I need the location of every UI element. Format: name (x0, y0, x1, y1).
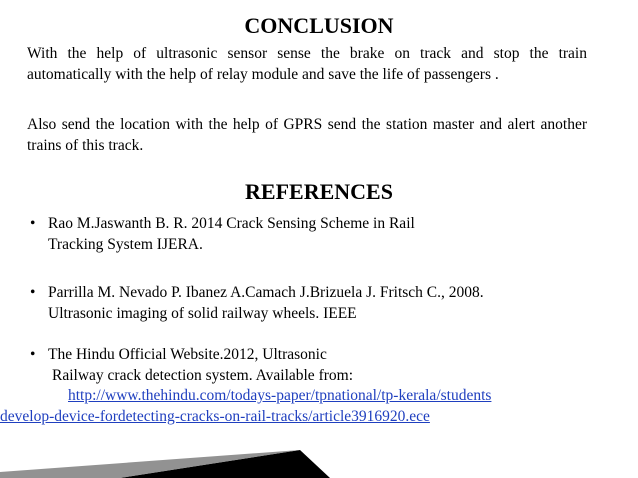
reference-3-link-part-2[interactable]: develop-device-fordetecting-cracks-on-rail-tracks/article3916920.ece (0, 407, 430, 425)
reference-1-line-2: Tracking System IJERA. (48, 235, 203, 253)
bullet: • (30, 284, 36, 301)
conclusion-paragraph-1: With the help of ultrasonic sensor sense the brake on track and stop the train automatically with the help of relay module and save the life of passengers . (27, 45, 587, 83)
reference-item-3 (0, 345, 610, 427)
bullet: • (30, 346, 36, 363)
references-title: REFERENCES (245, 179, 393, 204)
reference-item-2 (30, 283, 610, 324)
reference-2-line-2: Ultrasonic imaging of solid railway wheels. IEEE (48, 304, 357, 322)
reference-item-1 (30, 214, 610, 255)
reference-3-line-1: The Hindu Official Website.2012, Ultrasonic (48, 346, 327, 363)
reference-3-link-part-1[interactable]: http://www.thehindu.com/todays-paper/tpnational/tp-kerala/students (68, 387, 492, 404)
conclusion-paragraph-2: Also send the location with the help of GPRS send the station master and alert another trains of this track. (27, 116, 587, 154)
conclusion-title: CONCLUSION (244, 13, 394, 38)
bullet: • (30, 215, 36, 232)
reference-1-line-1: Rao M.Jaswanth B. R. 2014 Crack Sensing Scheme in Rail (48, 215, 415, 232)
reference-3-line-2: Railway crack detection system. Available from: (52, 366, 354, 384)
reference-2-line-1: Parrilla M. Nevado P. Ibanez A.Camach J.Brizuela J. Fritsch C., 2008. (48, 284, 484, 301)
